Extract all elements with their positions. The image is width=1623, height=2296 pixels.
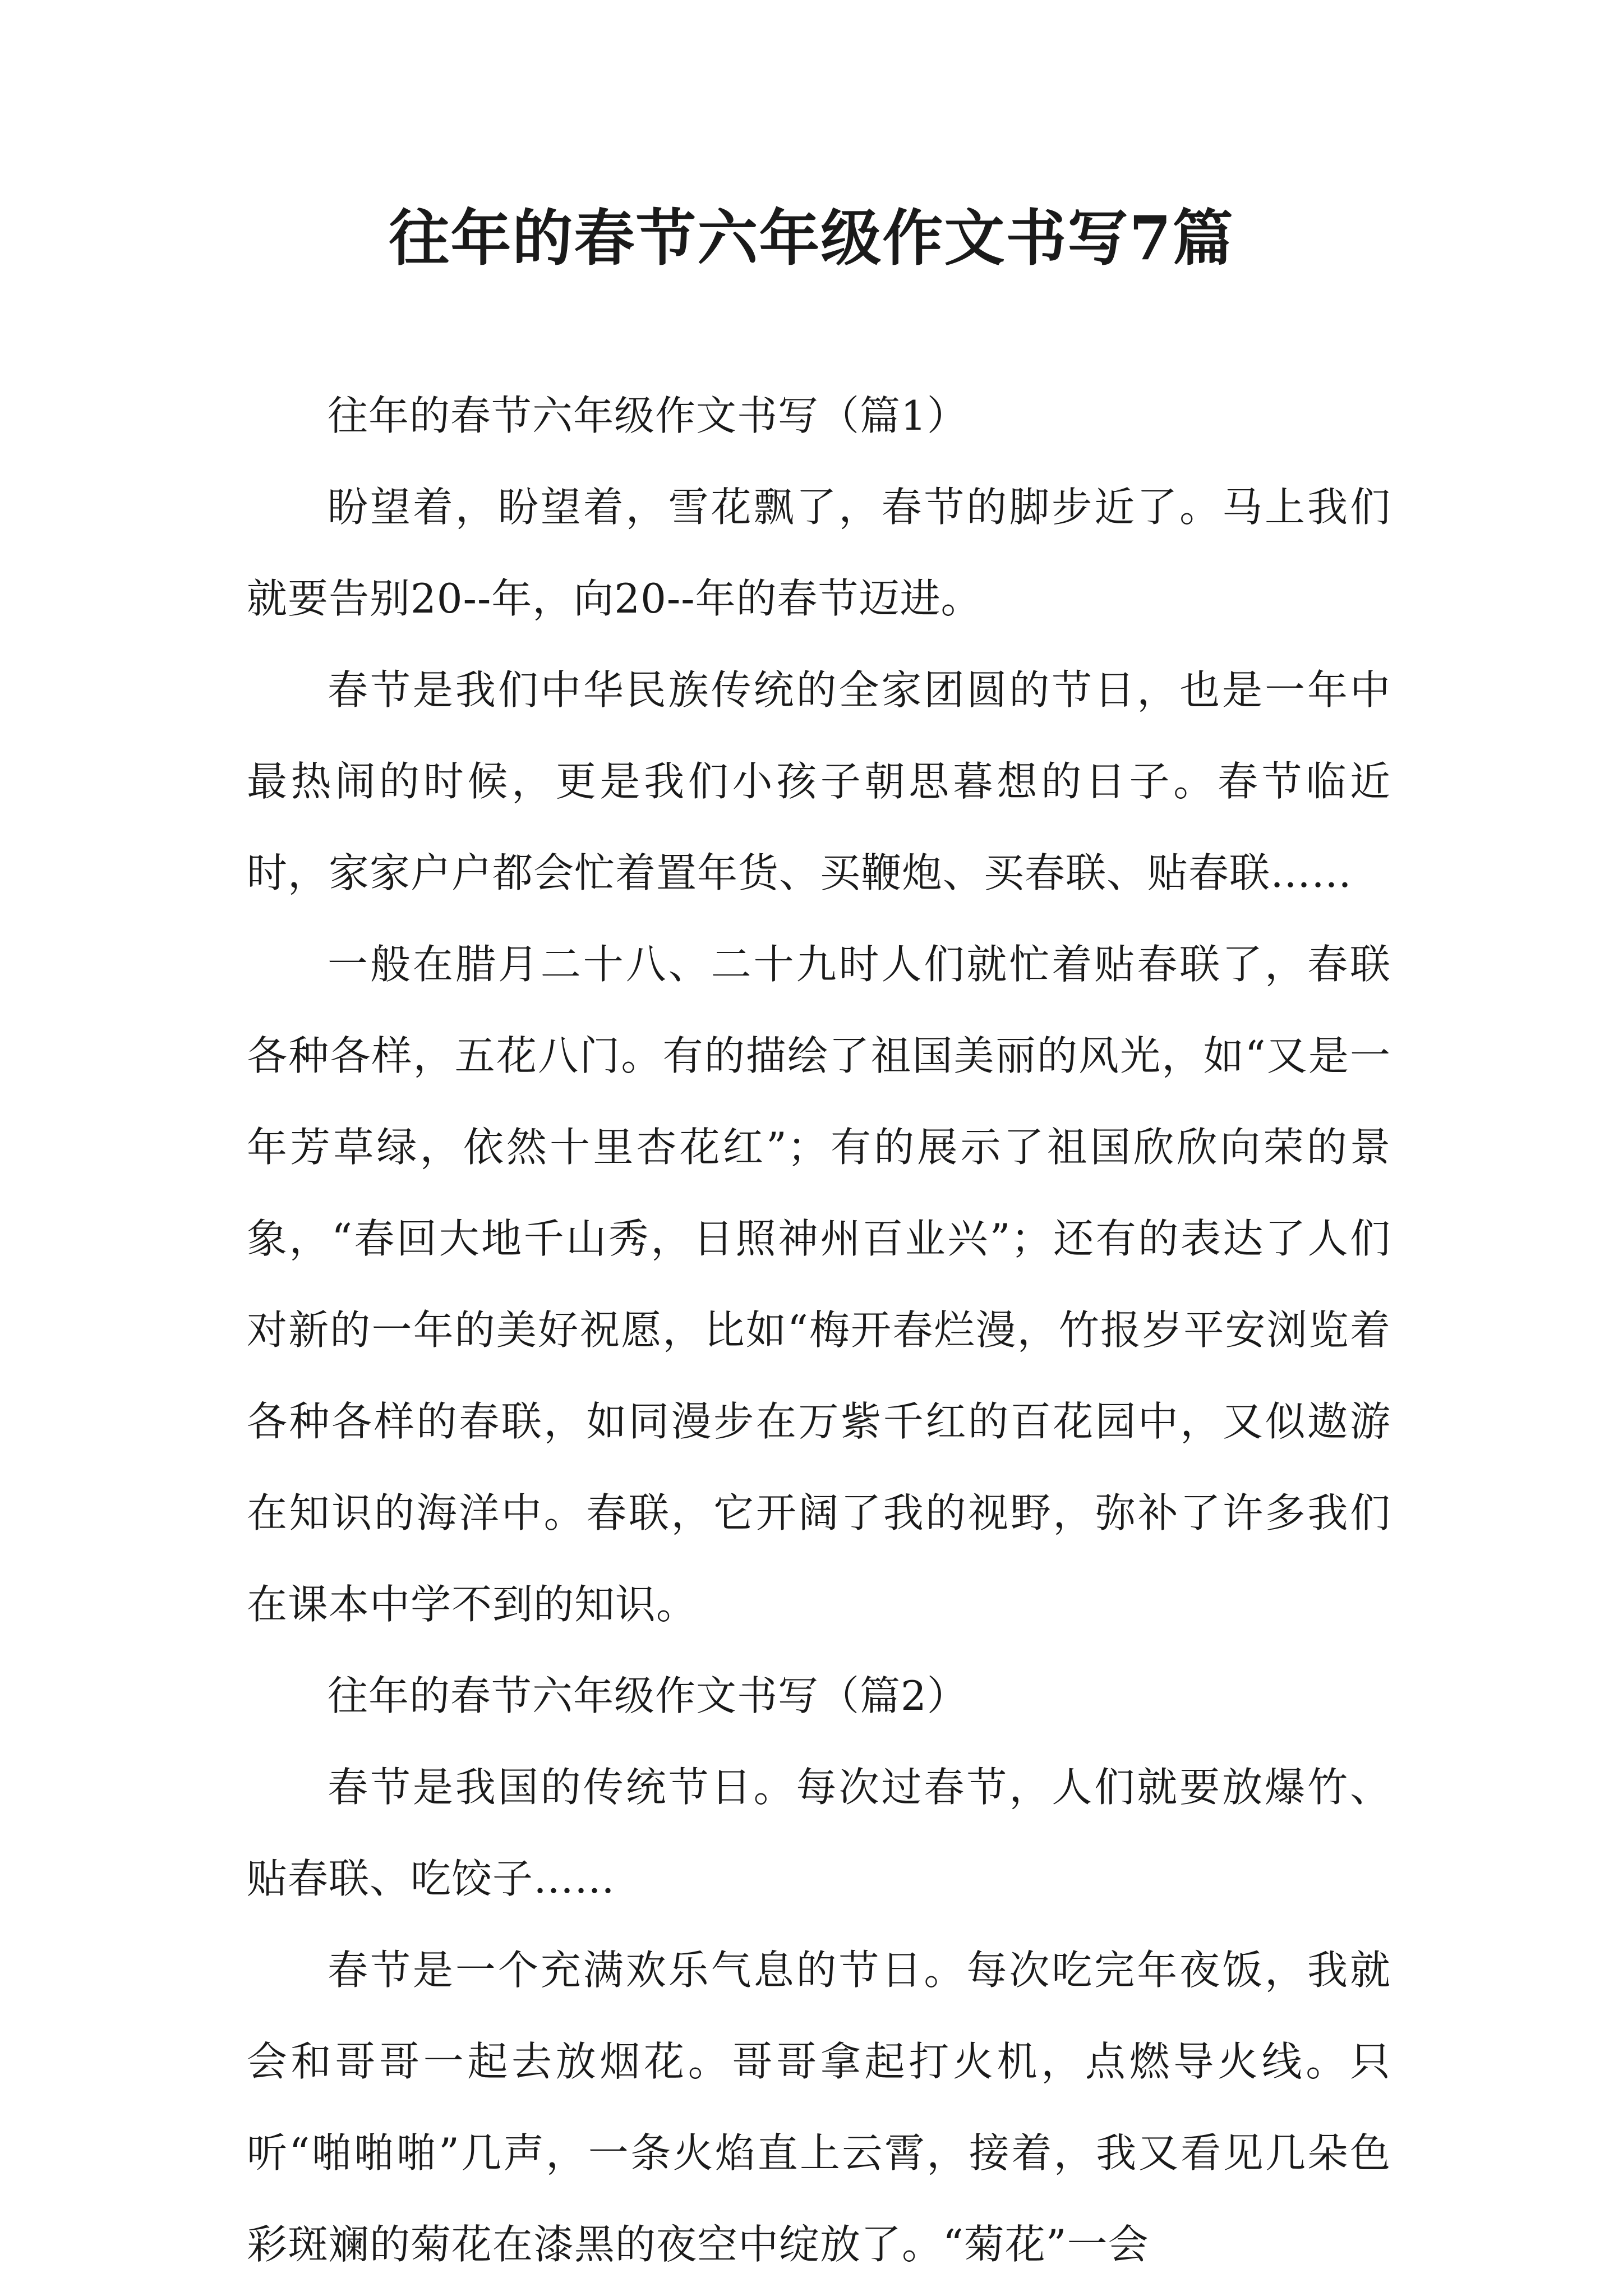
document-title: 往年的春节六年级作文书写7篇 <box>389 203 1234 274</box>
paragraph: 一般在腊月二十八、二十九时人们就忙着贴春联了，春联各种各样，五花八门。有的描绘了祖国美丽的风光，如“又是一年芳草绿，依然十里杏花红”；有的展示了祖国欣欣向荣的景象，“春回大地千山秀，日照神州百业兴”；还有的表达了人们对新的一年的美好祝愿，比如“梅开春烂漫，竹报岁平安浏览着各种各样的春联，如同漫步在万紫千红的百花园中，又似遨游在知识的海洋中。春联，它开阔了我的视野，弥补了许多我们在课本中学不到的知识。 <box>247 941 1391 1628</box>
paragraph: 春节是一个充满欢乐气息的节日。每次吃完年夜饭，我就会和哥哥一起去放烟花。哥哥拿起打火机，点燃导火线。只听“啪啪啪”几声，一条火焰直上云霄，接着，我又看见几朵色彩斑斓的菊花在漆黑的夜空中绽放了。“菊花”一会 <box>247 1947 1391 2268</box>
document-body <box>247 370 1391 2290</box>
paragraph: 盼望着，盼望着，雪花飘了，春节的脚步近了。马上我们就要告别20--年，向20--年的春节迈进。 <box>247 484 1391 622</box>
section-heading-2: 往年的春节六年级作文书写（篇2） <box>328 1672 968 1719</box>
paragraph: 春节是我们中华民族传统的全家团圆的节日，也是一年中最热闹的时候，更是我们小孩子朝思暮想的日子。春节临近时，家家户户都会忙着置年货、买鞭炮、买春联、贴春联…… <box>247 666 1391 896</box>
paragraph: 春节是我国的传统节日。每次过春节，人们就要放爆竹、贴春联、吃饺子…… <box>247 1764 1391 1902</box>
section-heading-1: 往年的春节六年级作文书写（篇1） <box>328 392 968 439</box>
